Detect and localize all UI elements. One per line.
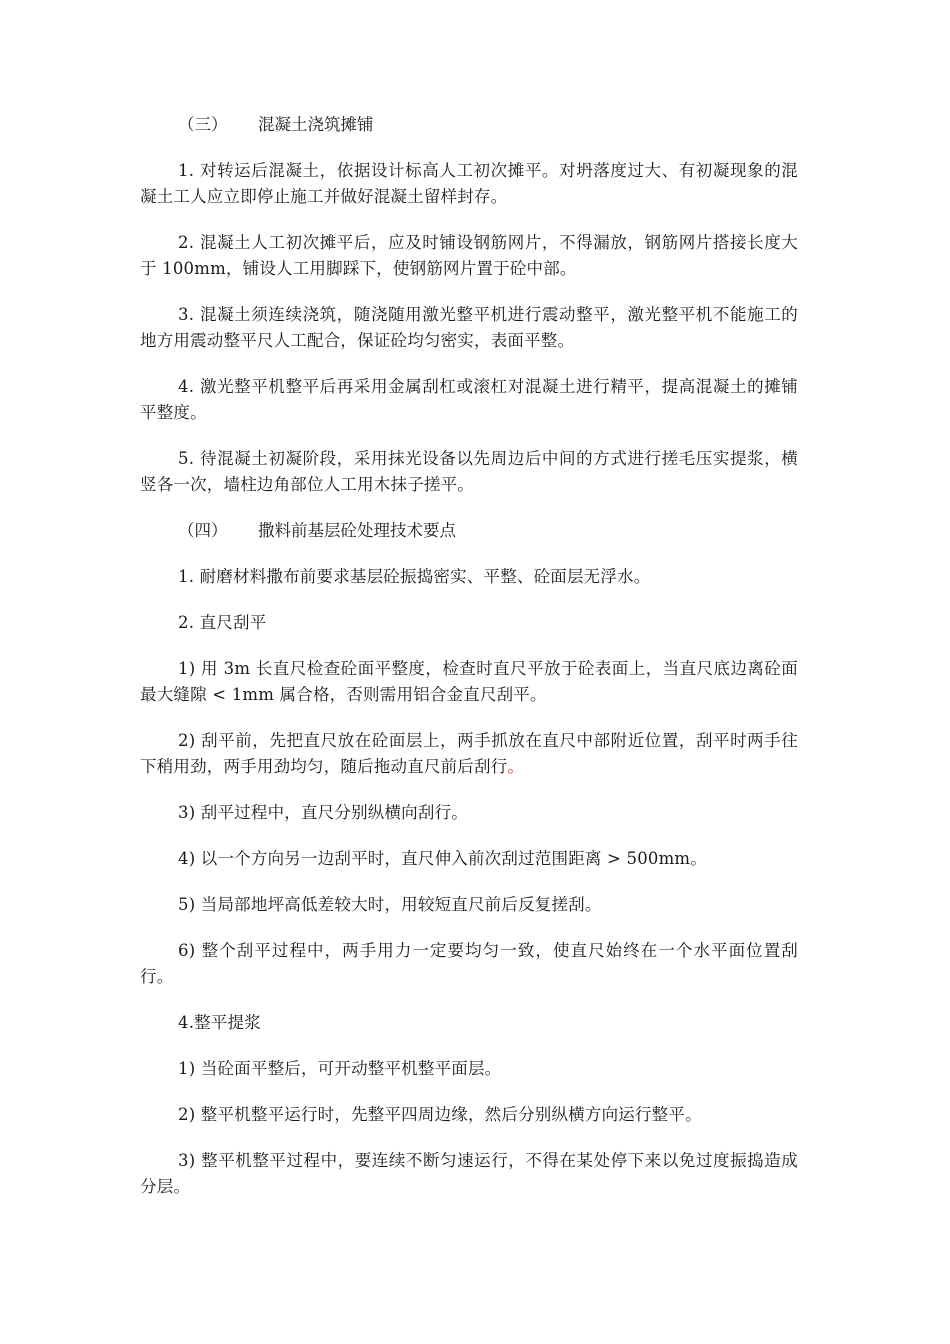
paragraph-4-2: 2. 直尺刮平 — [178, 613, 267, 632]
paragraph-4-4-2: 2) 整平机整平运行时，先整平四周边缘，然后分别纵横方向运行整平。 — [178, 1105, 702, 1124]
paragraph-3-4: 4. 激光整平机整平后再采用金属刮杠或滚杠对混凝土进行精平，提高混凝土的摊铺平整度。 — [140, 377, 798, 422]
paragraph-4-2-6: 6) 整个刮平过程中，两手用力一定要均匀一致，使直尺始终在一个水平面位置刮行。 — [140, 941, 798, 986]
paragraph-4-2-5: 5) 当局部地坪高低差较大时，用较短直尺前后反复搓刮。 — [178, 895, 602, 914]
paragraph-4-1: 1. 耐磨材料撒布前要求基层砼振捣密实、平整、砼面层无浮水。 — [178, 567, 651, 586]
highlight-mark: 。 — [507, 757, 525, 776]
paragraph-4-4-3: 3) 整平机整平过程中，要连续不断匀速运行，不得在某处停下来以免过度振捣造成分层。 — [140, 1151, 798, 1196]
paragraph-3-2: 2. 混凝土人工初次摊平后，应及时铺设钢筋网片，不得漏放，钢筋网片搭接长度大于 100mm，铺设人工用脚踩下，使钢筋网片置于砼中部。 — [140, 233, 798, 278]
section-title: 混凝土浇筑摊铺 — [258, 115, 374, 134]
paragraph-3-5: 5. 待混凝土初凝阶段，采用抹光设备以先周边后中间的方式进行搓毛压实提浆，横竖各一次，墙柱边角部位人工用木抹子搓平。 — [140, 449, 798, 494]
section-heading-4 — [140, 518, 798, 544]
paragraph-4-2-2 — [140, 728, 798, 780]
paragraph-4-4-1: 1) 当砼面平整后，可开动整平机整平面层。 — [178, 1059, 502, 1078]
section-title: 撒料前基层砼处理技术要点 — [258, 521, 456, 540]
paragraph-3-3: 3. 混凝土须连续浇筑，随浇随用激光整平机进行震动整平，激光整平机不能施工的地方用震动整平尺人工配合，保证砼均匀密实，表面平整。 — [140, 305, 798, 350]
paragraph-3-1: 1. 对转运后混凝土，依据设计标高人工初次摊平。对坍落度过大、有初凝现象的混凝土工人应立即停止施工并做好混凝土留样封存。 — [140, 161, 798, 206]
section-heading-3 — [140, 112, 798, 138]
paragraph-4-2-1: 1) 用 3m 长直尺检查砼面平整度，检查时直尺平放于砼表面上，当直尺底边离砼面最大缝隙 < 1mm 属合格，否则需用铝合金直尺刮平。 — [140, 659, 798, 704]
paragraph-text: 2) 刮平前，先把直尺放在砼面层上，两手抓放在直尺中部附近位置，刮平时两手往下稍用劲，两手用劲均匀，随后拖动直尺前后刮行 — [140, 731, 798, 776]
document-page — [140, 112, 798, 1220]
paragraph-4-2-4: 4) 以一个方向另一边刮平时，直尺伸入前次刮过范围距离 > 500mm。 — [178, 849, 707, 868]
section-number: （四） — [178, 521, 228, 540]
paragraph-4-2-3: 3) 刮平过程中，直尺分别纵横向刮行。 — [178, 803, 468, 822]
section-number: （三） — [178, 115, 228, 134]
paragraph-4-4: 4.整平提浆 — [178, 1013, 261, 1032]
